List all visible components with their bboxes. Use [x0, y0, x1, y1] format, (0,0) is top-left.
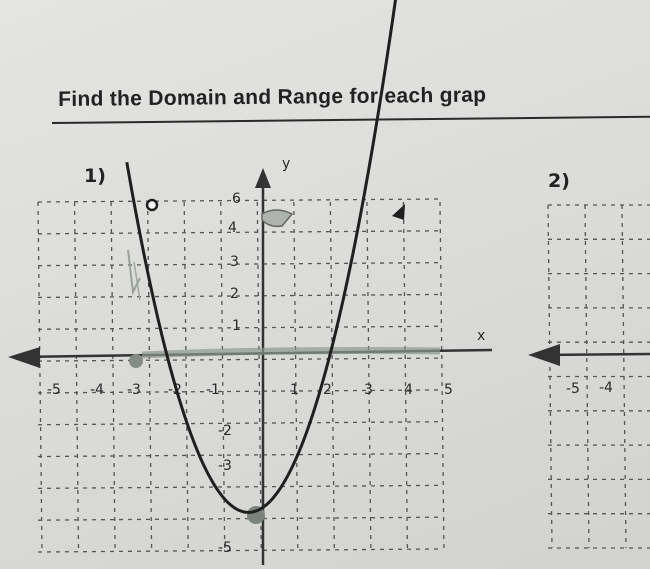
x-tick-label: 1	[290, 382, 299, 398]
x-axis-left-arrow	[8, 347, 40, 368]
y-tick-label: 1	[232, 318, 241, 334]
grid-line-vertical	[111, 202, 115, 552]
x-tick-label: 2	[323, 382, 332, 398]
x-tick-label: 5	[444, 382, 453, 398]
grid-line-vertical	[148, 202, 152, 552]
x-tick-label: -5	[47, 382, 61, 398]
grid-line-horizontal	[38, 358, 440, 361]
grid-line-vertical	[403, 202, 407, 552]
y-tick-label: -3	[218, 458, 232, 474]
domain-endpoint-dot	[129, 354, 143, 368]
grid-line-horizontal	[38, 517, 440, 520]
grid-line-vertical	[257, 202, 261, 552]
graph-1-grid	[38, 199, 444, 552]
grid-line-horizontal	[38, 454, 440, 457]
grid-line-vertical	[440, 202, 444, 552]
graph-2-tick-minus-4: -4	[599, 380, 613, 396]
y-tick-label: 3	[230, 254, 239, 270]
grid-line-vertical	[75, 202, 79, 552]
x-tick-label: 4	[404, 382, 413, 398]
grid-line-vertical	[330, 202, 334, 552]
y-tick-label: -5	[218, 540, 232, 556]
graph-1-y-tick-labels	[218, 191, 241, 556]
range-shading-stroke	[142, 351, 440, 356]
graph-2-tick-minus-5: -5	[566, 381, 580, 397]
student-markings	[128, 210, 440, 524]
y-tick-label: 4	[228, 220, 237, 236]
graph-2-grid	[548, 205, 650, 548]
x-tick-label: -1	[206, 382, 220, 398]
open-endpoint-circle	[147, 200, 157, 210]
grid-line-horizontal	[38, 231, 440, 234]
grid-line-vertical	[38, 202, 42, 552]
problem-2-number: 2)	[548, 170, 570, 192]
y-axis-up-arrow	[255, 168, 271, 188]
graph-2-axes	[528, 344, 650, 397]
grid-line-horizontal	[38, 485, 440, 488]
worksheet-heading: Find the Domain and Range for each grap	[58, 83, 487, 111]
grid-line-horizontal	[38, 422, 440, 425]
x-tick-label: 3	[364, 382, 373, 398]
y-tick-label: 2	[230, 286, 239, 302]
grid-line-vertical	[184, 202, 188, 552]
x-tick-label: -4	[90, 382, 104, 398]
x-axis-label: x	[477, 328, 486, 344]
curve-arrowhead	[392, 204, 405, 220]
problem-1-number: 1)	[84, 165, 106, 187]
y-axis-label: y	[282, 156, 291, 172]
pencil-scribble-near-6	[262, 210, 292, 226]
grid-line-vertical	[367, 202, 371, 552]
y-tick-label: -2	[218, 423, 232, 439]
grid-line-horizontal	[38, 263, 440, 266]
graph-1-curve	[127, 0, 405, 512]
x-tick-label: -2	[168, 382, 182, 398]
graph-2-x-axis-left-arrow	[528, 344, 560, 366]
parabola-curve	[127, 0, 403, 512]
grid-line-horizontal	[38, 294, 440, 297]
grid-line-vertical	[294, 202, 298, 552]
graph-1-axes	[8, 156, 492, 565]
y-tick-label: 6	[232, 191, 241, 207]
x-tick-label: -3	[127, 382, 141, 398]
grid-line-horizontal	[38, 549, 440, 552]
